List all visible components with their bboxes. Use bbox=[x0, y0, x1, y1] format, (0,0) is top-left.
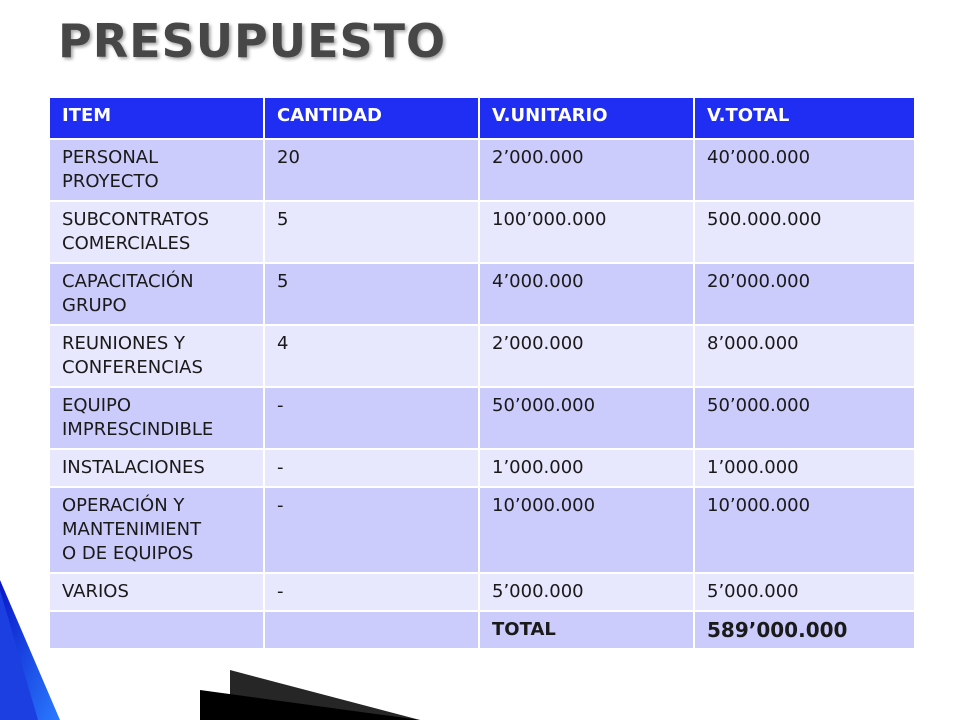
cell-v-total: 500.000.000 bbox=[694, 201, 915, 263]
cell-item: OPERACIÓN Y MANTENIMIENT O DE EQUIPOS bbox=[49, 487, 264, 573]
cell-v-unitario: 2’000.000 bbox=[479, 139, 694, 201]
cell-cantidad: 4 bbox=[264, 325, 479, 387]
table-row bbox=[49, 201, 915, 263]
table-header-row bbox=[49, 97, 915, 139]
cell-cantidad: - bbox=[264, 487, 479, 573]
page-title: PRESUPUESTO bbox=[58, 14, 447, 68]
budget-table bbox=[48, 96, 916, 650]
cell-v-unitario: 50’000.000 bbox=[479, 387, 694, 449]
header-v-total: V.TOTAL bbox=[694, 97, 915, 139]
table-row bbox=[49, 573, 915, 611]
cell-v-total: 10’000.000 bbox=[694, 487, 915, 573]
header-item: ITEM bbox=[49, 97, 264, 139]
cell-v-total: 50’000.000 bbox=[694, 387, 915, 449]
cell-item: INSTALACIONES bbox=[49, 449, 264, 487]
table-row bbox=[49, 449, 915, 487]
cell-cantidad: 5 bbox=[264, 201, 479, 263]
cell-item: VARIOS bbox=[49, 573, 264, 611]
table-row bbox=[49, 325, 915, 387]
cell-item: CAPACITACIÓN GRUPO bbox=[49, 263, 264, 325]
cell-cantidad: - bbox=[264, 573, 479, 611]
cell-v-unitario: 10’000.000 bbox=[479, 487, 694, 573]
total-row bbox=[49, 611, 915, 649]
table-row bbox=[49, 263, 915, 325]
cell-v-total: 8’000.000 bbox=[694, 325, 915, 387]
cell-v-total: 1’000.000 bbox=[694, 449, 915, 487]
cell-v-total: 40’000.000 bbox=[694, 139, 915, 201]
cell-item: EQUIPO IMPRESCINDIBLE bbox=[49, 387, 264, 449]
cell-v-total: 5’000.000 bbox=[694, 573, 915, 611]
cell-v-unitario: 2’000.000 bbox=[479, 325, 694, 387]
total-item-cell bbox=[49, 611, 264, 649]
cell-cantidad: - bbox=[264, 387, 479, 449]
header-v-unitario: V.UNITARIO bbox=[479, 97, 694, 139]
total-label: TOTAL bbox=[479, 611, 694, 649]
cell-v-unitario: 1’000.000 bbox=[479, 449, 694, 487]
cell-v-unitario: 5’000.000 bbox=[479, 573, 694, 611]
table-row bbox=[49, 139, 915, 201]
table-row bbox=[49, 487, 915, 573]
grand-total-value: 589’000.000 bbox=[694, 611, 915, 649]
cell-cantidad: - bbox=[264, 449, 479, 487]
cell-item: PERSONAL PROYECTO bbox=[49, 139, 264, 201]
cell-cantidad: 20 bbox=[264, 139, 479, 201]
cell-v-total: 20’000.000 bbox=[694, 263, 915, 325]
cell-cantidad: 5 bbox=[264, 263, 479, 325]
cell-v-unitario: 100’000.000 bbox=[479, 201, 694, 263]
header-cantidad: CANTIDAD bbox=[264, 97, 479, 139]
total-cantidad-cell bbox=[264, 611, 479, 649]
cell-item: SUBCONTRATOS COMERCIALES bbox=[49, 201, 264, 263]
cell-v-unitario: 4’000.000 bbox=[479, 263, 694, 325]
cell-item: REUNIONES Y CONFERENCIAS bbox=[49, 325, 264, 387]
table-row bbox=[49, 387, 915, 449]
